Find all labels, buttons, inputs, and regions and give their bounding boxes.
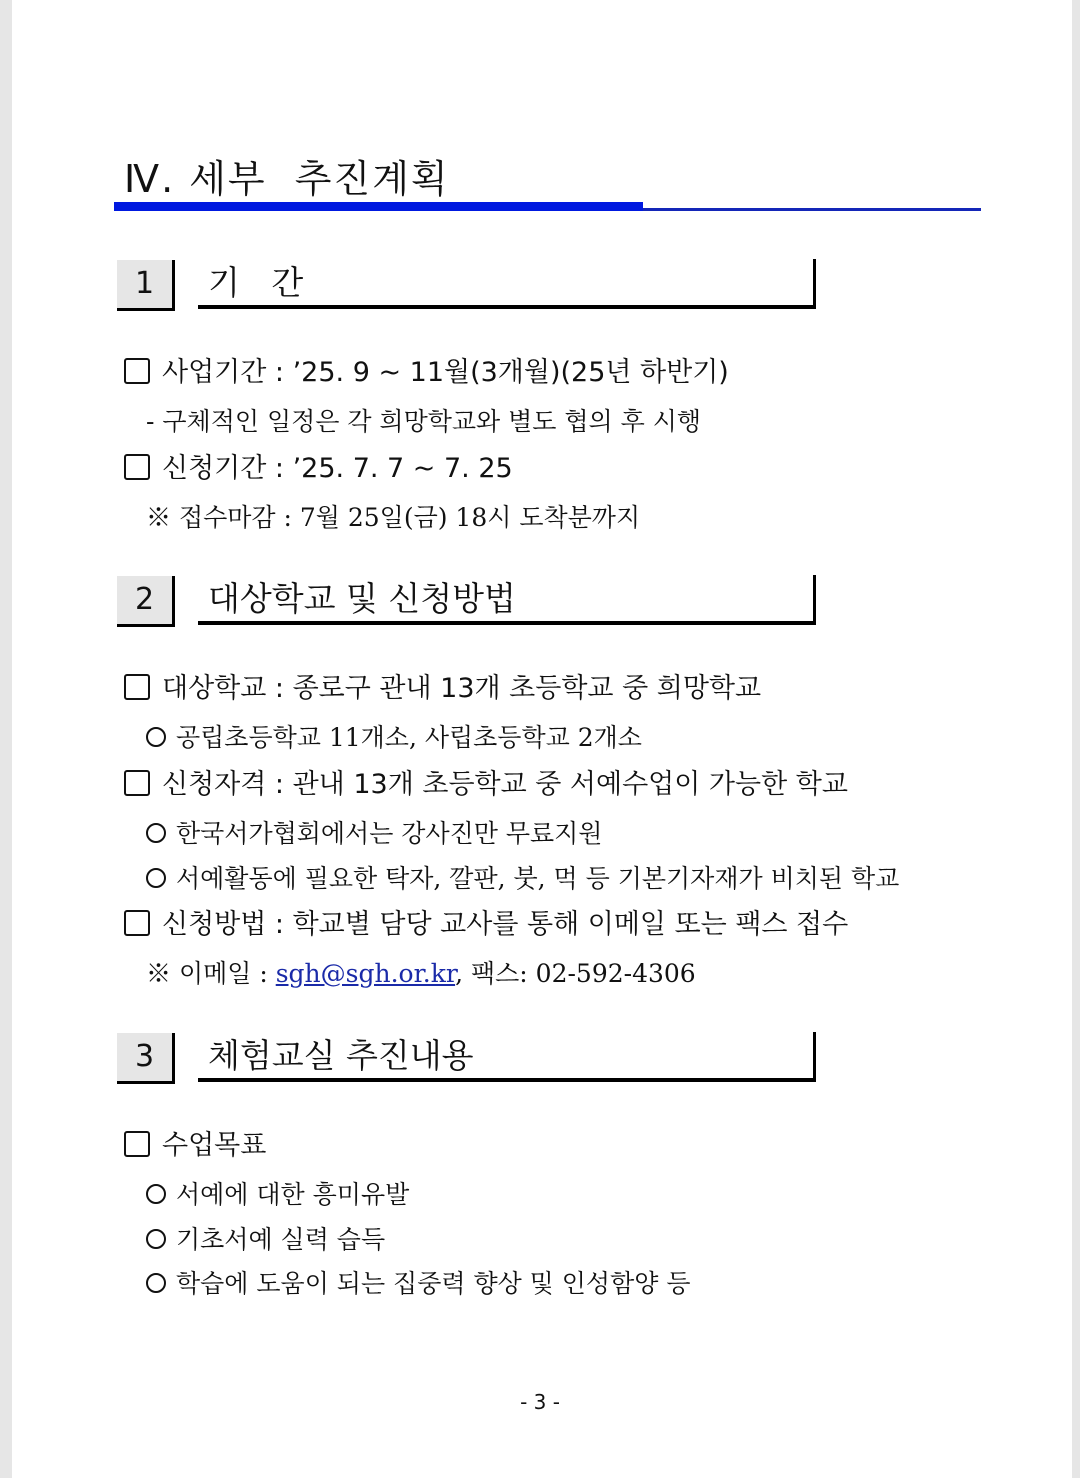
checkbox-icon	[124, 770, 150, 796]
item-text: 사업기간 : ’25. 9 ~ 11월(3개월)(25년 하반기)	[162, 357, 729, 388]
item-business-period	[124, 356, 729, 390]
section-title-1: 기 간	[198, 259, 816, 309]
checkbox-icon	[124, 358, 150, 384]
circle-bullet-icon	[146, 1184, 166, 1204]
chapter-title: Ⅳ. 세부 추진계획	[124, 157, 450, 201]
item-text: 대상학교 : 종로구 관내 13개 초등학교 중 희망학교	[162, 673, 762, 704]
item-class-goals	[124, 1129, 266, 1163]
item-text: 신청기간 : ’25. 7. 7 ~ 7. 25	[162, 453, 513, 484]
section-title-2: 대상학교 및 신청방법	[198, 575, 816, 625]
item-text: 신청방법 : 학교별 담당 교사를 통해 이메일 또는 팩스 접수	[162, 909, 849, 940]
note-contact: ※ 이메일 : sgh@sgh.or.kr, 팩스: 02-592-4306	[146, 959, 696, 988]
sub-item-schedule: - 구체적인 일정은 각 희망학교와 별도 협의 후 시행	[146, 407, 702, 436]
checkbox-icon	[124, 1131, 150, 1157]
sub-item-goal-2: 기초서예 실력 습득	[146, 1224, 385, 1256]
sub-item-instructors: 한국서가협회에서는 강사진만 무료지원	[146, 818, 602, 850]
item-text: 수업목표	[162, 1130, 267, 1161]
item-target-schools	[124, 672, 761, 706]
section-number-2: 2	[117, 576, 175, 627]
item-application-method	[124, 908, 848, 942]
note-deadline: ※ 접수마감 : 7월 25일(금) 18시 도착분까지	[146, 503, 641, 532]
item-application-period	[124, 452, 513, 486]
checkbox-icon	[124, 454, 150, 480]
circle-bullet-icon	[146, 868, 166, 888]
section-number-1: 1	[117, 260, 175, 311]
sub-item-goal-3: 학습에 도움이 되는 집중력 향상 및 인성함양 등	[146, 1268, 690, 1300]
item-text: 신청자격 : 관내 13개 초등학교 중 서예수업이 가능한 학교	[162, 769, 848, 800]
page-number: - 3 -	[520, 1390, 560, 1414]
section-title-3: 체험교실 추진내용	[198, 1032, 816, 1082]
circle-bullet-icon	[146, 1229, 166, 1249]
checkbox-icon	[124, 910, 150, 936]
section-number-3: 3	[117, 1033, 175, 1084]
item-eligibility	[124, 768, 848, 802]
chapter-rule-thick	[114, 202, 643, 211]
sub-item-equipment: 서예활동에 필요한 탁자, 깔판, 붓, 먹 등 기본기자재가 비치된 학교	[146, 863, 899, 895]
checkbox-icon	[124, 674, 150, 700]
circle-bullet-icon	[146, 823, 166, 843]
sub-item-goal-1: 서예에 대한 흥미유발	[146, 1179, 409, 1211]
circle-bullet-icon	[146, 1273, 166, 1293]
circle-bullet-icon	[146, 727, 166, 747]
sub-item-school-count: 공립초등학교 11개소, 사립초등학교 2개소	[146, 722, 642, 754]
email-link[interactable]: sgh@sgh.or.kr	[275, 959, 456, 988]
chapter-rule-thin	[643, 208, 981, 211]
